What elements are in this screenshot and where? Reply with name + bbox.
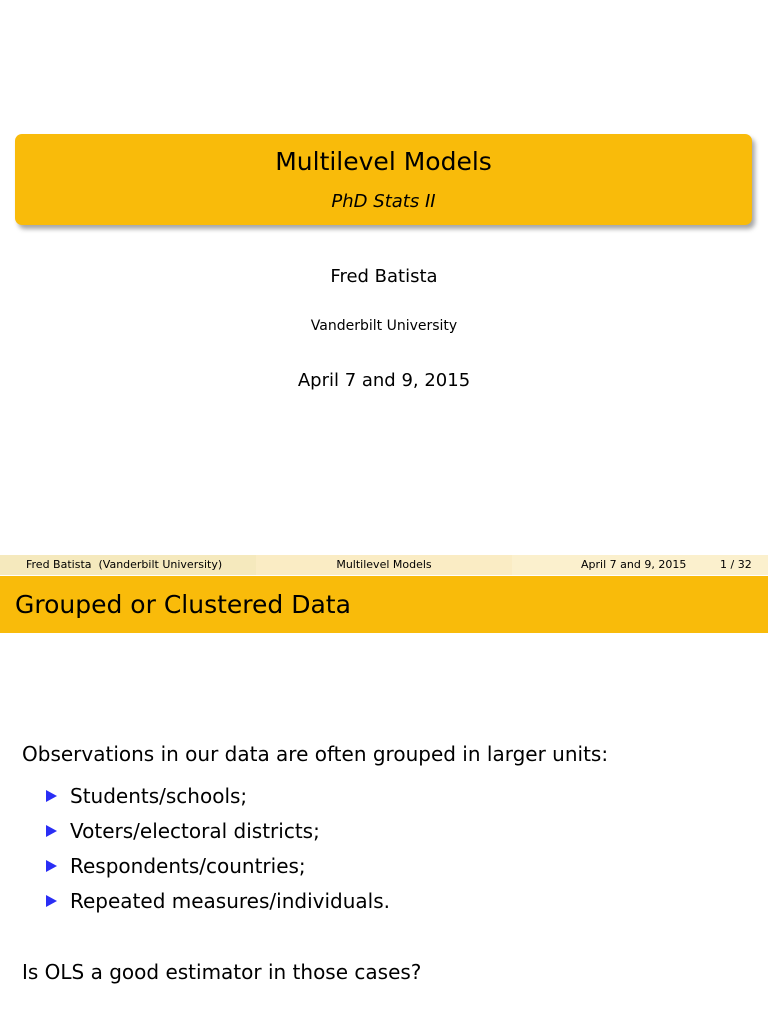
list-item-text: Students/schools;: [70, 784, 248, 808]
footer-author: Fred Batista (Vanderbilt University): [26, 558, 223, 571]
bullet-list: [46, 783, 390, 923]
list-item: [46, 818, 390, 853]
question-text: Is OLS a good estimator in those cases?: [22, 960, 422, 984]
triangle-bullet-icon: [46, 825, 57, 837]
list-item: [46, 888, 390, 923]
list-item-text: Repeated measures/individuals.: [70, 889, 390, 913]
list-item: [46, 853, 390, 888]
triangle-bullet-icon: [46, 860, 57, 872]
page-number: 1 / 32: [720, 558, 752, 571]
title-block: [15, 134, 752, 225]
institute: Vanderbilt University: [310, 318, 458, 334]
frame-title: Grouped or Clustered Data: [15, 590, 351, 619]
frame-title-bar: [0, 576, 768, 633]
author-name: Fred Batista: [330, 266, 438, 287]
list-item-text: Voters/electoral districts;: [70, 819, 320, 843]
presentation-title: Multilevel Models: [275, 147, 492, 176]
presentation-subtitle: PhD Stats II: [331, 191, 436, 212]
list-item-text: Respondents/countries;: [70, 854, 306, 878]
intro-text: Observations in our data are often grouped in larger units:: [22, 742, 609, 766]
list-item: [46, 783, 390, 818]
triangle-bullet-icon: [46, 790, 57, 802]
footer-date: April 7 and 9, 2015: [581, 558, 687, 571]
content-slide: [0, 576, 768, 1024]
triangle-bullet-icon: [46, 895, 57, 907]
presentation-date: April 7 and 9, 2015: [297, 370, 471, 391]
footer-title: Multilevel Models: [336, 558, 432, 571]
slide-footer: [0, 555, 768, 575]
